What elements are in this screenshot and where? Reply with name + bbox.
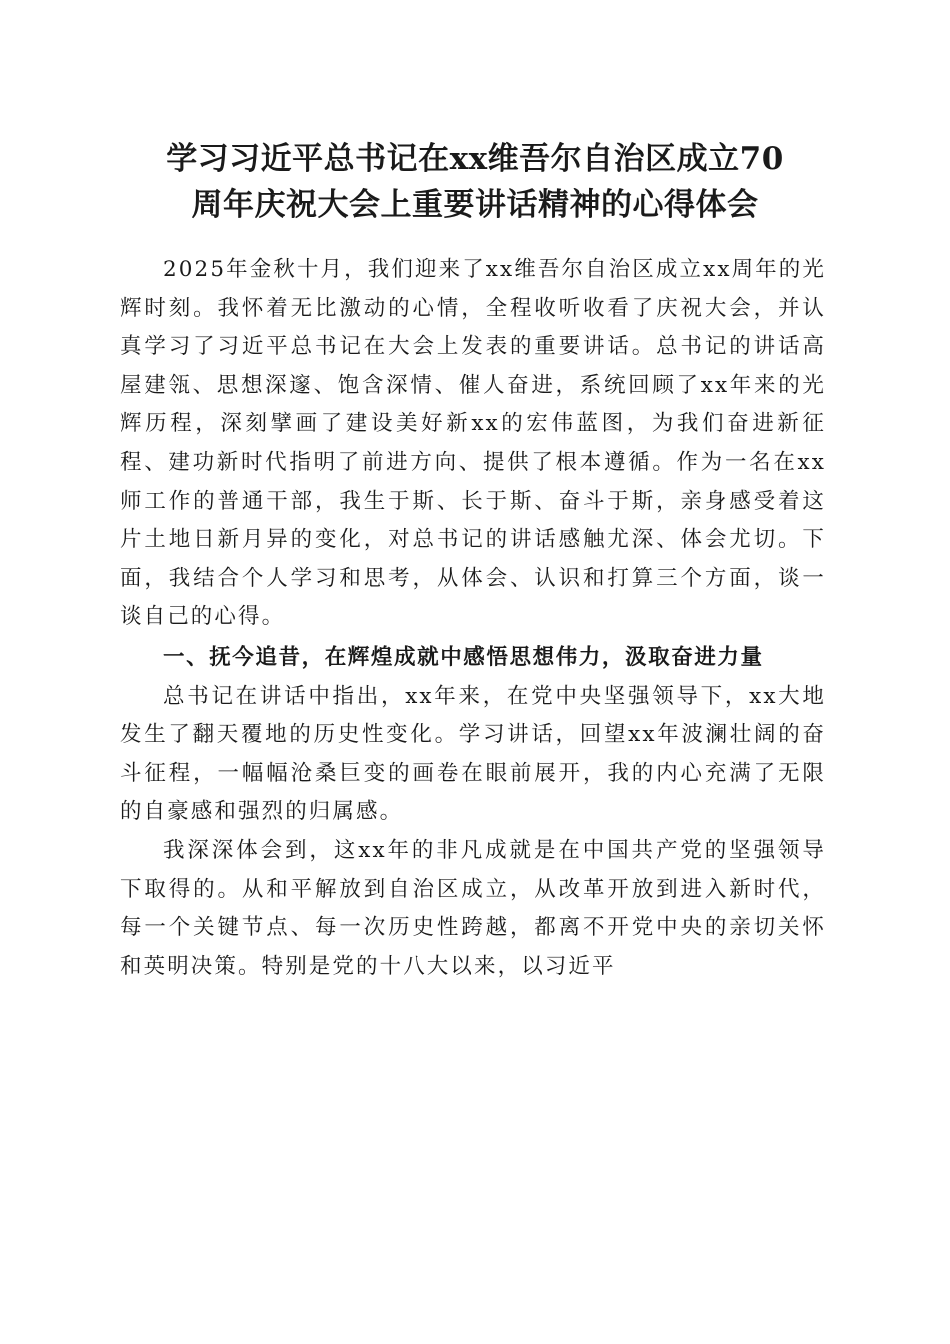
document-body bbox=[120, 251, 826, 986]
paragraph-section-1-a: 总书记在讲话中指出，xx年来，在党中央坚强领导下，xx大地发生了翻天覆地的历史性变化。学习讲话，回望xx年波澜壮阔的奋斗征程，一幅幅沧桑巨变的画卷在眼前展开，我的内心充满了无限的自豪感和强烈的归属感。 bbox=[120, 683, 826, 825]
document-title bbox=[110, 136, 840, 228]
section-heading-1: 一、抚今追昔，在辉煌成就中感悟思想伟力，汲取奋进力量 bbox=[163, 644, 764, 670]
paragraph-intro: 2025年金秋十月，我们迎来了xx维吾尔自治区成立xx周年的光辉时刻。我怀着无比激动的心情，全程收听收看了庆祝大会，并认真学习了习近平总书记在大会上发表的重要讲话。总书记的讲话高屋建瓴、思想深邃、饱含深情、催人奋进，系统回顾了xx年来的光辉历程，深刻擘画了建设美好新xx的宏伟蓝图，为我们奋进新征程、建功新时代指明了前进方向、提供了根本遵循。作为一名在xx师工作的普通干部，我生于斯、长于斯、奋斗于斯，亲身感受着这片土地日新月异的变化，对总书记的讲话感触尤深、体会尤切。下面，我结合个人学习和思考，从体会、认识和打算三个方面，谈一谈自己的心得。 bbox=[120, 257, 826, 630]
title-line-2: 周年庆祝大会上重要讲话精神的心得体会 bbox=[191, 187, 759, 223]
title-line-1: 学习习近平总书记在xx维吾尔自治区成立70 bbox=[166, 141, 784, 177]
paragraph-section-1-b: 我深深体会到，这xx年的非凡成就是在中国共产党的坚强领导下取得的。从和平解放到自治区成立，从改革开放到进入新时代，每一个关键节点、每一次历史性跨越，都离不开党中央的亲切关怀和英明决策。特别是党的十八大以来，以习近平 bbox=[120, 837, 826, 979]
